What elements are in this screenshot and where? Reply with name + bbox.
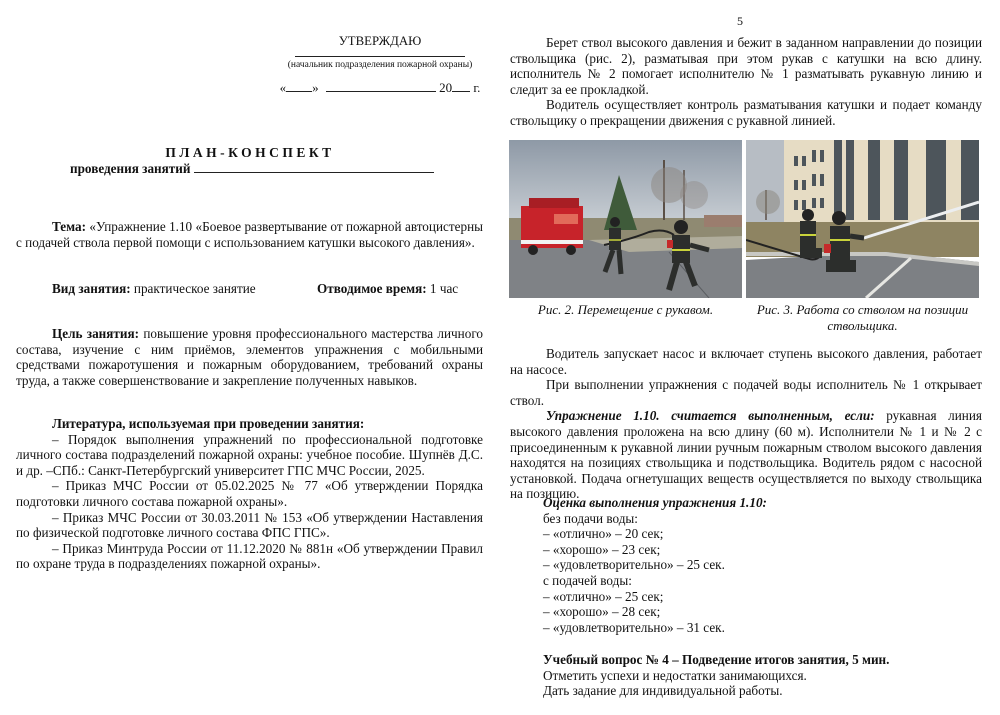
grading-group-label: без подачи воды: — [543, 510, 638, 526]
grading-heading: Оценка выполнения упражнения 1.10: — [543, 495, 767, 510]
subtitle-blank — [194, 161, 434, 173]
date-day-blank — [286, 80, 312, 92]
paragraph: Водитель осуществляет контроль разматывания катушки и подает команду ствольщику о прекращении движения с рукавной линией. — [510, 97, 982, 128]
approval-date: « » 20 г. — [279, 80, 481, 95]
grading-item: – «отлично» – 25 сек; — [543, 588, 664, 604]
study-question-line: Отметить успехи и недостатки занимающихся. — [543, 667, 807, 683]
approval-block — [260, 34, 500, 96]
grading-item: – «хорошо» – 28 сек; — [543, 604, 661, 620]
grading-section — [543, 495, 767, 635]
grading-item: – «хорошо» – 23 сек; — [543, 541, 661, 557]
lesson-type: Вид занятия: практическое занятие — [52, 281, 256, 296]
signature-caption: (начальник подразделения пожарной охраны) — [287, 60, 473, 70]
completion-paragraph: Упражнение 1.10. считается выполненным, если: рукавная линия высокого давления проложена на всю длину (60 м). Исполнители № 1 и № 2 с присоединенным к рукавной линии ручным пожарным стволом высокого давления находятся на позициях ствольщика и подствольщика. Водитель рядом с насосной установкой. Подача огнетушащих веществ осуществляется по выходу ствольщика на позицию. — [510, 408, 982, 502]
figure-2-photo — [509, 140, 742, 298]
literature-item: – Приказ МЧС России от 05.02.2025 № 77 «Об утверждении Порядка подготовки личного состава пожарной охраны». — [16, 478, 483, 509]
grading-item: – «отлично» – 20 сек; — [543, 526, 664, 542]
goal-paragraph: Цель занятия: повышение уровня профессионального мастерства личного состава, изучение с ним приёмов, элементов упражнения с мобильными средствами пожаротушения и пожарным оборудованием, требований охраны труда, а также совершенствование и закрепление полученных навыков. — [16, 326, 483, 388]
plan-subtitle: проведения занятий — [70, 161, 434, 177]
top-paragraphs — [510, 35, 982, 129]
figure-3-photo — [746, 140, 979, 298]
literature-item: – Приказ Минтруда России от 11.12.2020 № 881н «Об утверждении Правил по охране труда в подразделениях пожарной охраны». — [16, 540, 483, 572]
grading-group-label: с подачей воды: — [543, 572, 632, 588]
signature-line — [295, 56, 465, 57]
topic-paragraph: Тема: «Упражнение 1.10 «Боевое развертывание от пожарной автоцистерны с подачей ствола первой помощи с использованием катушки высокого давления». — [16, 219, 483, 250]
literature-item: – Порядок выполнения упражнений по профессиональной подготовке личного состава подразделений пожарной охраны: учебное пособие. Шупнёв Д.С. и др. –СПб.: Санкт-Петербургский университет ГПС МЧС России, 2025. — [16, 431, 483, 478]
paragraph: При выполнении упражнения с подачей воды исполнитель № 1 открывает ствол. — [510, 377, 982, 408]
study-question-heading: Учебный вопрос № 4 – Подведение итогов занятия, 5 мин. — [543, 652, 890, 667]
plan-title: ПЛАН-КОНСПЕКТ — [165, 145, 335, 160]
date-month-blank — [326, 80, 436, 92]
study-question-line: Дать задание для индивидуальной работы. — [543, 683, 783, 699]
firefighters-running-photo — [509, 140, 742, 298]
date-year-blank — [452, 80, 470, 92]
middle-paragraphs — [510, 346, 982, 502]
study-question-section — [543, 652, 889, 699]
page-number: 5 — [737, 14, 743, 28]
right-page — [500, 0, 1000, 715]
grading-item: – «удовлетворительно» – 31 сек. — [543, 619, 725, 635]
paragraph: Водитель запускает насос и включает ступень высокого давления, работает на насосе. — [510, 346, 982, 377]
firefighters-kneeling-photo — [746, 140, 979, 298]
figure-3-caption: Рис. 3. Работа со стволом на позиции ствольщика. — [756, 302, 969, 333]
approval-title: УТВЕРЖДАЮ — [338, 34, 422, 48]
paragraph: Берет ствол высокого давления и бежит в заданном направлении до позиции ствольщика (рис. 2), разматывая при этом рукав с катушки на всю длину. исполнитель № 2 помогает исполнителю № 1 разматывать рукавную линию и следит за ее прокладкой. — [510, 35, 982, 97]
literature-heading: Литература, используемая при проведении занятия: — [52, 416, 365, 431]
literature-section — [16, 416, 483, 572]
time-allotted: Отводимое время: 1 час — [317, 281, 459, 296]
literature-item: – Приказ МЧС России от 30.03.2011 № 153 «Об утверждении Наставления по физической подготовке личного состава ФПС ГПС». — [16, 509, 483, 541]
grading-item: – «удовлетворительно» – 25 сек. — [543, 557, 725, 573]
figure-2-caption: Рис. 2. Перемещение с рукавом. — [537, 302, 714, 317]
